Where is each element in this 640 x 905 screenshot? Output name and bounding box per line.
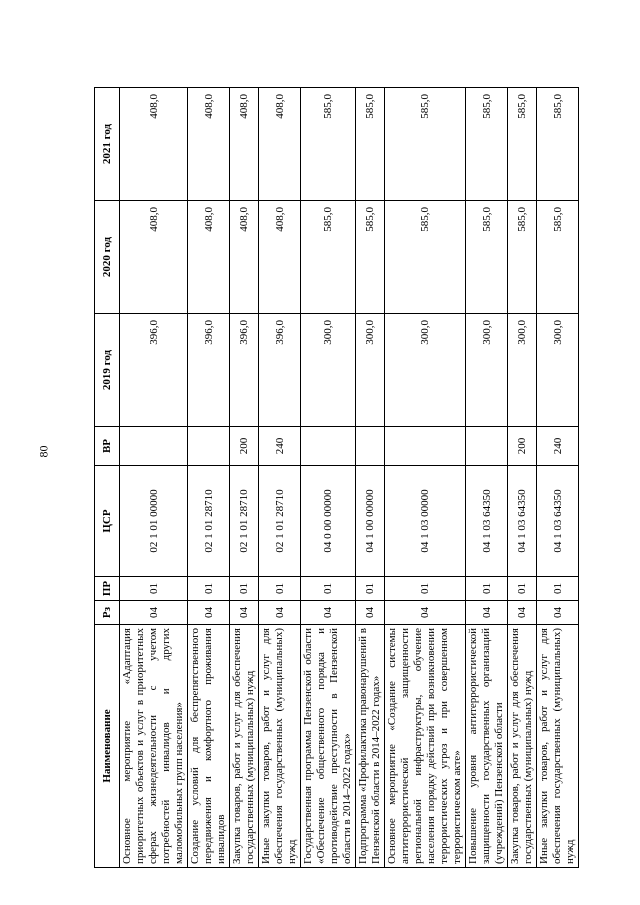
budget-table — [94, 87, 579, 868]
cell-y2021: 585,0 — [356, 88, 385, 201]
cell-y2021: 585,0 — [537, 88, 579, 201]
cell-vr: 240 — [537, 427, 579, 466]
budget-table-container — [94, 88, 576, 868]
table-row — [537, 88, 579, 868]
cell-y2021: 408,0 — [120, 88, 188, 201]
header-pr: ПР — [95, 577, 120, 601]
cell-y2019: 300,0 — [301, 314, 356, 427]
table-row — [188, 88, 230, 868]
cell-name: Иные закупки товаров, работ и услуг для обеспечения государственных (муниципальных) нужд — [537, 625, 579, 868]
cell-vr — [301, 427, 356, 466]
cell-y2019: 300,0 — [466, 314, 508, 427]
cell-vr: 200 — [508, 427, 537, 466]
cell-y2021: 585,0 — [301, 88, 356, 201]
cell-csr: 02 1 01 00000 — [120, 466, 188, 577]
cell-csr: 02 1 01 28710 — [188, 466, 230, 577]
cell-y2021: 585,0 — [385, 88, 466, 201]
cell-y2019: 300,0 — [385, 314, 466, 427]
cell-rz: 04 — [301, 601, 356, 625]
cell-y2019: 396,0 — [188, 314, 230, 427]
header-csr: ЦСР — [95, 466, 120, 577]
cell-y2020: 585,0 — [508, 201, 537, 314]
cell-rz: 04 — [356, 601, 385, 625]
table-row — [466, 88, 508, 868]
cell-csr: 04 0 00 00000 — [301, 466, 356, 577]
cell-pr: 01 — [385, 577, 466, 601]
header-rz: Рз — [95, 601, 120, 625]
table-row — [508, 88, 537, 868]
cell-name: Государственная программа Пензенской области «Обеспечение общественного порядка и противодействие преступности в Пензенской области в 2014–2022 годах» — [301, 625, 356, 868]
cell-csr: 04 1 03 00000 — [385, 466, 466, 577]
cell-csr: 02 1 01 28710 — [259, 466, 301, 577]
cell-y2020: 408,0 — [230, 201, 259, 314]
cell-name: Создание условий для беспрепятственного передвижения и комфортного проживания инвалидов — [188, 625, 230, 868]
cell-y2021: 585,0 — [508, 88, 537, 201]
cell-pr: 01 — [259, 577, 301, 601]
cell-pr: 01 — [356, 577, 385, 601]
cell-y2019: 396,0 — [259, 314, 301, 427]
table-row — [301, 88, 356, 868]
header-name: Наименование — [95, 625, 120, 868]
cell-pr: 01 — [466, 577, 508, 601]
cell-y2020: 585,0 — [385, 201, 466, 314]
table-header — [95, 88, 120, 868]
cell-y2020: 408,0 — [259, 201, 301, 314]
cell-csr: 04 1 00 00000 — [356, 466, 385, 577]
cell-csr: 04 1 03 64350 — [466, 466, 508, 577]
cell-vr: 240 — [259, 427, 301, 466]
cell-y2020: 408,0 — [120, 201, 188, 314]
cell-pr: 01 — [188, 577, 230, 601]
table-row — [385, 88, 466, 868]
cell-y2019: 396,0 — [230, 314, 259, 427]
cell-vr — [385, 427, 466, 466]
cell-pr: 01 — [508, 577, 537, 601]
cell-y2020: 585,0 — [537, 201, 579, 314]
cell-y2021: 408,0 — [188, 88, 230, 201]
cell-name: Основное мероприятие «Адаптация приоритетных объектов и услуг в приоритетных сферах жизнедеятельности с учетом потребностей инвалидов и других маломобильных групп населения» — [120, 625, 188, 868]
cell-pr: 01 — [230, 577, 259, 601]
cell-y2020: 408,0 — [188, 201, 230, 314]
page-number: 80 — [36, 445, 51, 458]
cell-y2021: 408,0 — [259, 88, 301, 201]
cell-y2021: 408,0 — [230, 88, 259, 201]
cell-y2021: 585,0 — [466, 88, 508, 201]
cell-name: Закупка товаров, работ и услуг для обеспечения государственных (муниципальных) нужд — [508, 625, 537, 868]
cell-rz: 04 — [508, 601, 537, 625]
cell-pr: 01 — [301, 577, 356, 601]
cell-rz: 04 — [537, 601, 579, 625]
cell-pr: 01 — [537, 577, 579, 601]
cell-y2019: 300,0 — [537, 314, 579, 427]
cell-y2020: 585,0 — [301, 201, 356, 314]
header-2019: 2019 год — [95, 314, 120, 427]
cell-vr — [466, 427, 508, 466]
cell-csr: 02 1 01 28710 — [230, 466, 259, 577]
cell-csr: 04 1 03 64350 — [508, 466, 537, 577]
header-vr: ВР — [95, 427, 120, 466]
cell-y2019: 396,0 — [120, 314, 188, 427]
header-2020: 2020 год — [95, 201, 120, 314]
cell-name: Закупка товаров, работ и услуг для обеспечения государственных (муниципальных) нужд — [230, 625, 259, 868]
cell-vr: 200 — [230, 427, 259, 466]
cell-rz: 04 — [259, 601, 301, 625]
table-row — [120, 88, 188, 868]
cell-rz: 04 — [120, 601, 188, 625]
cell-rz: 04 — [385, 601, 466, 625]
cell-csr: 04 1 03 64350 — [537, 466, 579, 577]
cell-y2020: 585,0 — [356, 201, 385, 314]
table-row — [356, 88, 385, 868]
table-body — [120, 88, 579, 868]
table-row — [230, 88, 259, 868]
cell-y2020: 585,0 — [466, 201, 508, 314]
cell-name: Иные закупки товаров, работ и услуг для обеспечения государственных (муниципальных) нужд — [259, 625, 301, 868]
cell-y2019: 300,0 — [508, 314, 537, 427]
cell-rz: 04 — [230, 601, 259, 625]
cell-name: Основное мероприятие «Создание системы антитеррористической защищенности региональной инфраструктуры, обучение населения порядку действий при возникновении террористических угроз и при совершенном террористическом акте» — [385, 625, 466, 868]
cell-vr — [188, 427, 230, 466]
cell-pr: 01 — [120, 577, 188, 601]
cell-name: Повышение уровня антитеррористической защищенности государственных организаций (учреждений) Пензенской области — [466, 625, 508, 868]
header-2021: 2021 год — [95, 88, 120, 201]
cell-vr — [356, 427, 385, 466]
cell-rz: 04 — [466, 601, 508, 625]
table-row — [259, 88, 301, 868]
cell-y2019: 300,0 — [356, 314, 385, 427]
cell-name: Подпрограмма «Профилактика правонарушений в Пензенской области в 2014–2022 годах» — [356, 625, 385, 868]
cell-rz: 04 — [188, 601, 230, 625]
cell-vr — [120, 427, 188, 466]
